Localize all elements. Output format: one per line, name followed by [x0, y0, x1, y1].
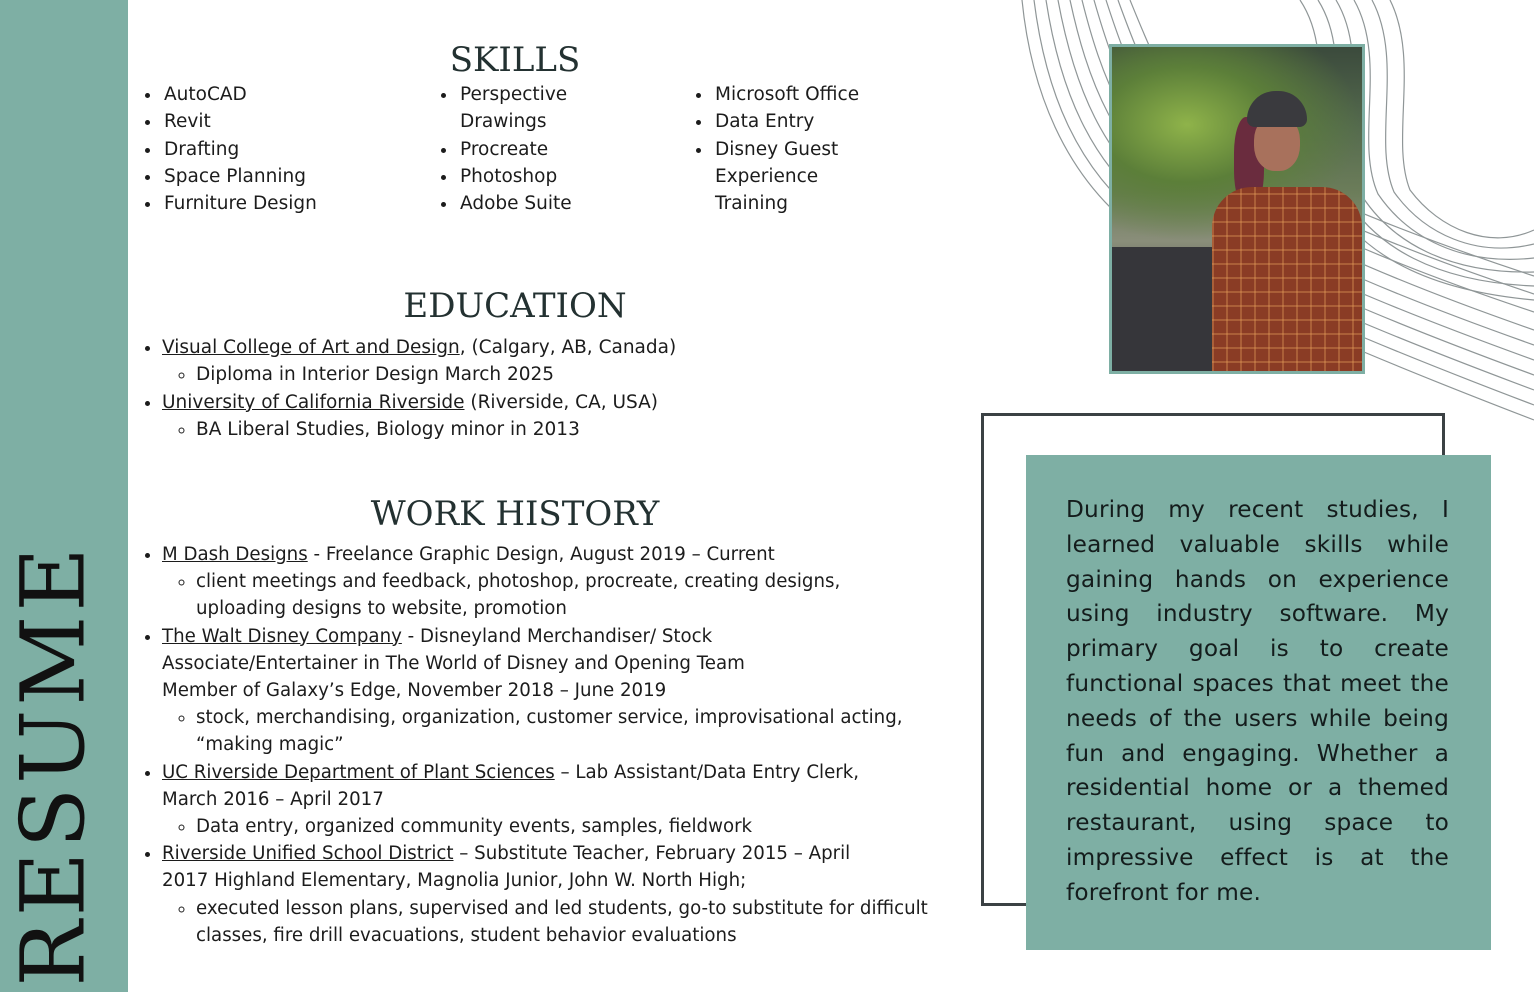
- skill-item: • Microsoft Office: [713, 81, 913, 108]
- summary-panel: [1026, 455, 1491, 950]
- employer-link[interactable]: UC Riverside Department of Plant Sciences: [162, 761, 555, 783]
- education-item: • University of California Riverside (Riverside, CA, USA) ◦ BA Liberal Studies, Biology minor in 2013: [162, 389, 901, 444]
- skill-item: • Space Planning: [162, 163, 422, 190]
- skill-item: • AutoCAD: [162, 81, 422, 108]
- school-link[interactable]: Visual College of Art and Design: [162, 337, 460, 358]
- education-heading: EDUCATION: [403, 286, 627, 326]
- skills-heading: SKILLS: [449, 40, 581, 80]
- work-item: • The Walt Disney Company - Disneyland Merchandiser/ Stock Associate/Entertainer in The World of Disney and Opening Team Member of Galaxy’s Edge, November 2018 – June 2019 ◦ stock, merchandising, organization, customer service, improvisational acting, “making magic”: [162, 623, 822, 759]
- resume-title: RESUME: [2, 543, 106, 987]
- skill-item: • Perspective Drawings: [458, 81, 590, 136]
- school-link[interactable]: University of California Riverside: [162, 391, 465, 413]
- work-item: • M Dash Designs - Freelance Graphic Design, August 2019 – Current ◦ client meetings and feedback, photoshop, procreate, creating designs, uploading designs to website, promotion: [162, 541, 911, 623]
- work-detail: ◦ stock, merchandising, organization, customer service, improvisational acting, “making magic”: [196, 704, 916, 758]
- skill-item: • Adobe Suite: [458, 190, 648, 217]
- work-history-heading: WORK HISTORY: [370, 494, 660, 534]
- skill-item: • Data Entry: [713, 108, 913, 135]
- skill-item: • Procreate: [458, 136, 648, 163]
- summary-text: During my recent studies, I learned valuable skills while gaining hands on experience using industry software. My primary goal is to create functional spaces that meet the needs of the users while being fun and engaging. Whether a residential home or a themed restaurant, using space to impressive effect is at the forefront for me.: [1066, 496, 1449, 906]
- skill-item: • Revit: [162, 108, 422, 135]
- education-list: [141, 334, 901, 443]
- employer-link[interactable]: Riverside Unified School District: [162, 843, 454, 865]
- work-detail: ◦ client meetings and feedback, photoshop, procreate, creating designs, uploading designs to website, promotion: [196, 568, 911, 622]
- education-detail: ◦ BA Liberal Studies, Biology minor in 2013: [196, 416, 901, 443]
- work-detail: ◦ executed lesson plans, supervised and led students, go-to substitute for difficult classes, fire drill evacuations, student behavior evaluations: [196, 895, 946, 949]
- work-item: • UC Riverside Department of Plant Sciences – Lab Assistant/Data Entry Clerk, March 2016 – April 2017 ◦ Data entry, organized community events, samples, fieldwork: [162, 759, 882, 841]
- profile-photo: [1109, 44, 1365, 374]
- skill-item: • Disney Guest Experience Training: [713, 136, 855, 218]
- education-item: • Visual College of Art and Design, (Calgary, AB, Canada) ◦ Diploma in Interior Design March 2025: [162, 334, 901, 389]
- skill-item: • Furniture Design: [162, 190, 422, 217]
- work-item: • Riverside Unified School District – Substitute Teacher, February 2015 – April 2017 Highland Elementary, Magnolia Junior, John W. North High; ◦ executed lesson plans, supervised and led students, go-to substitute for difficult classes, fire drill evacuations, student behavior evaluations: [162, 840, 882, 949]
- skills-column-3: [691, 81, 913, 217]
- skills-column-1: [140, 81, 422, 217]
- skills-column-2: [436, 81, 648, 217]
- skill-item: • Photoshop: [458, 163, 648, 190]
- work-detail: ◦ Data entry, organized community events, samples, fieldwork: [196, 813, 882, 840]
- employer-link[interactable]: M Dash Designs: [162, 544, 308, 565]
- skill-item: • Drafting: [162, 136, 422, 163]
- work-history-list: [141, 541, 928, 949]
- education-detail: ◦ Diploma in Interior Design March 2025: [196, 361, 901, 388]
- employer-link[interactable]: The Walt Disney Company: [162, 625, 402, 647]
